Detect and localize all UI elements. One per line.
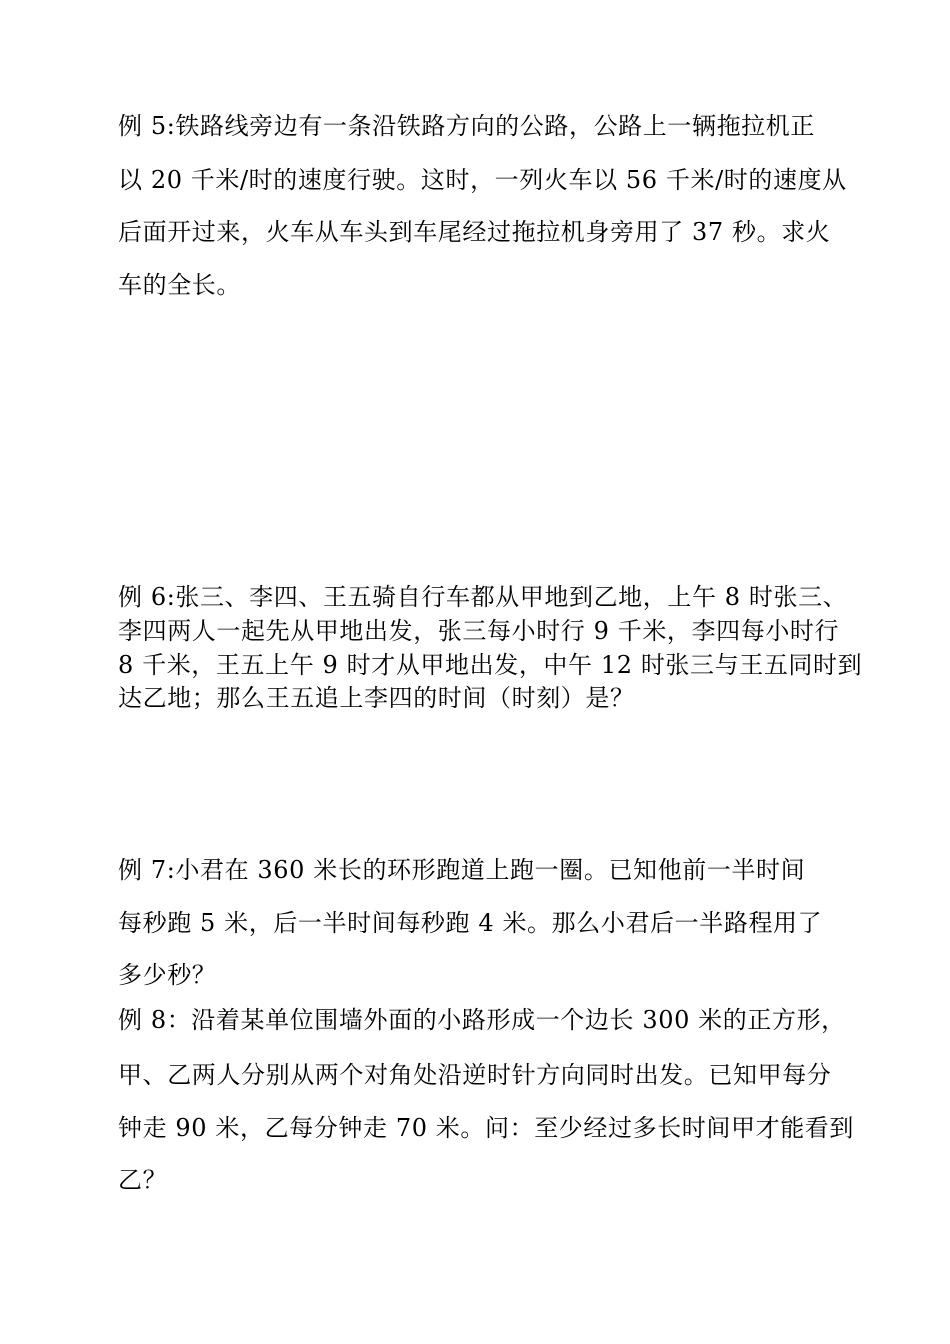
example-5-line-4: 车的全长。 (118, 271, 241, 299)
example-5-line-2: 以 20 千米/时的速度行驶。这时，一列火车以 56 千米/时的速度从 (118, 166, 847, 194)
example-8-line-4: 乙？ (118, 1166, 168, 1194)
example-6-line-1: 例 6:张三、李四、王五骑自行车都从甲地到乙地，上午 8 时张三、 (118, 583, 848, 611)
example-5-line-3: 后面开过来，火车从车头到车尾经过拖拉机身旁用了 37 秒。求火 (118, 218, 831, 246)
example-8-line-3: 钟走 90 米，乙每分钟走 70 米。问：至少经过多长时间甲才能看到 (118, 1114, 854, 1142)
example-6-line-3: 8 千米，王五上午 9 时才从甲地出发，中午 12 时张三与王五同时到 (118, 651, 863, 679)
example-6-line-4: 达乙地；那么王五追上李四的时间（时刻）是？ (118, 684, 635, 712)
example-6-line-2: 李四两人一起先从甲地出发，张三每小时行 9 千米，李四每小时行 (118, 617, 840, 645)
example-8-line-2: 甲、乙两人分别从两个对角处沿逆时针方向同时出发。已知甲每分 (118, 1061, 832, 1089)
example-7-line-2: 每秒跑 5 米，后一半时间每秒跑 4 米。那么小君后一半路程用了 (118, 909, 823, 937)
example-8-line-1: 例 8：沿着某单位围墙外面的小路形成一个边长 300 米的正方形， (118, 1006, 846, 1034)
example-5-line-1: 例 5:铁路线旁边有一条沿铁路方向的公路，公路上一辆拖拉机正 (118, 112, 815, 140)
example-7-line-3: 多少秒？ (118, 961, 217, 989)
example-7-line-1: 例 7:小君在 360 米长的环形跑道上跑一圈。已知他前一半时间 (118, 856, 806, 884)
